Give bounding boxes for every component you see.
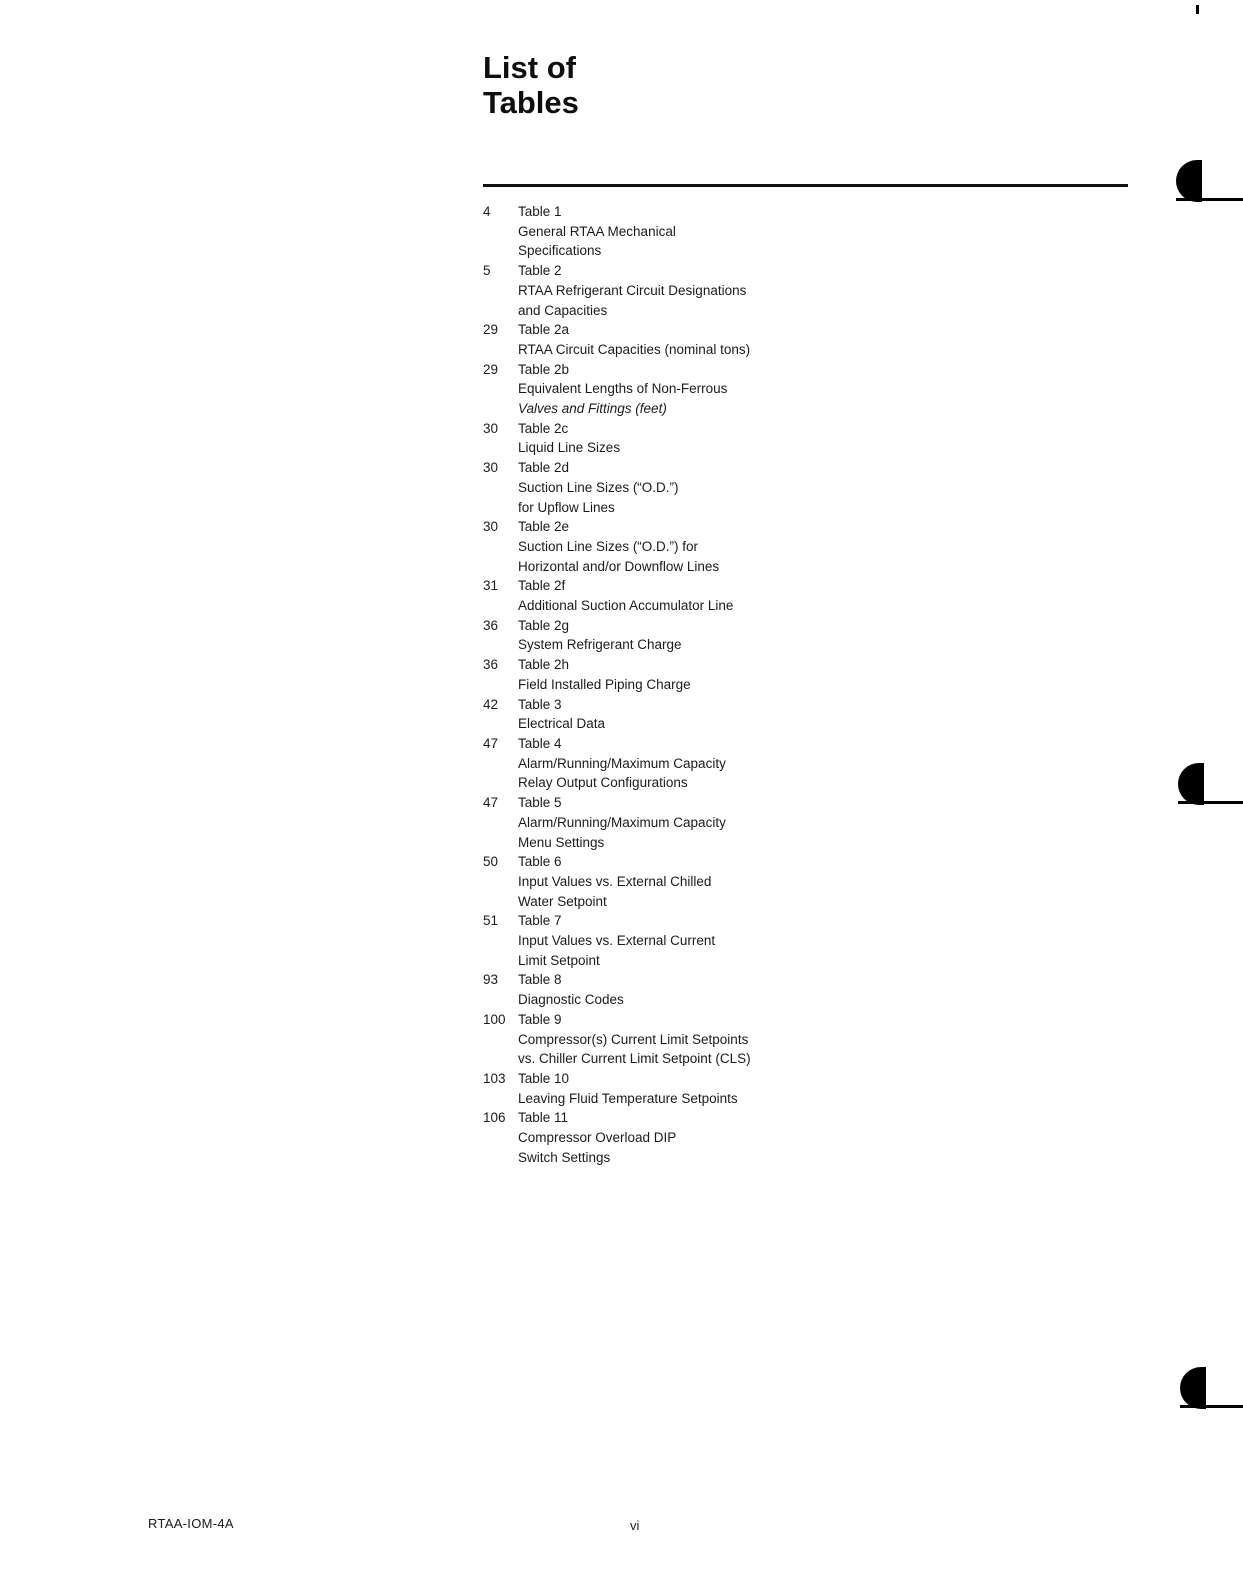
entry-page-number: 93: [483, 972, 499, 988]
entry-page-number: 30: [483, 420, 499, 436]
entry-page-number: 42: [483, 696, 499, 712]
footer-document-number: RTAA-IOM-4A: [148, 1516, 234, 1531]
entry-table-label: Table 4: [518, 735, 562, 751]
entry-page-number: 31: [483, 578, 499, 594]
entry-desc-line: Electrical Data: [518, 716, 606, 732]
entry-text: [518, 970, 1163, 1009]
entry-text: [518, 616, 1163, 655]
entry-desc-line: RTAA Circuit Capacities (nominal tons): [518, 341, 751, 357]
title-rule: [483, 184, 1128, 187]
binding-mark-line: [1178, 801, 1243, 804]
entry-table-label: Table 11: [518, 1110, 569, 1126]
entry-table-label: Table 2f: [518, 578, 566, 594]
entry-text: [518, 793, 1163, 852]
entry-desc-line: Compressor(s) Current Limit Setpoints: [518, 1031, 749, 1047]
table-of-tables-list: [483, 202, 1163, 1167]
entry-desc-line: System Refrigerant Charge: [518, 637, 682, 653]
entry-desc-line: Switch Settings: [518, 1149, 611, 1165]
entry-table-label: Table 2d: [518, 460, 570, 476]
entry-page-number: 36: [483, 657, 499, 673]
entry-desc-line: Field Installed Piping Charge: [518, 676, 691, 692]
entry-desc-line: General RTAA Mechanical: [518, 223, 676, 239]
entry-desc-line: and Capacities: [518, 302, 608, 318]
entry-table-label: Table 2: [518, 263, 562, 279]
entry-text: [518, 458, 1163, 517]
entry-page-number: 47: [483, 795, 499, 811]
entry-desc-line: Relay Output Configurations: [518, 775, 688, 791]
toc-entry: [483, 655, 1163, 694]
entry-page-number: 5: [483, 263, 491, 279]
toc-entry: [483, 320, 1163, 359]
entry-table-label: Table 8: [518, 972, 562, 988]
entry-desc-line: Specifications: [518, 243, 602, 259]
entry-desc-line: RTAA Refrigerant Circuit Designations: [518, 282, 747, 298]
toc-entry: [483, 695, 1163, 734]
entry-text: [518, 517, 1163, 576]
entry-table-label: Table 5: [518, 795, 562, 811]
toc-entry: [483, 1069, 1163, 1108]
entry-desc-line: Menu Settings: [518, 834, 605, 850]
entry-desc-line: Liquid Line Sizes: [518, 440, 621, 456]
entry-desc-line: Valves and Fittings (feet): [518, 401, 667, 417]
entry-desc-line: Additional Suction Accumulator Line: [518, 598, 734, 614]
scan-mark-icon: [1196, 5, 1199, 14]
entry-desc-line: for Upflow Lines: [518, 499, 615, 515]
entry-page-number: 106: [483, 1110, 506, 1126]
entry-table-label: Table 6: [518, 854, 562, 870]
entry-page-number: 29: [483, 361, 499, 377]
binding-mark-icon: [1176, 160, 1202, 202]
entry-page-number: 30: [483, 460, 499, 476]
entry-table-label: Table 2h: [518, 657, 570, 673]
entry-page-number: 36: [483, 617, 499, 633]
entry-desc-line: Equivalent Lengths of Non-Ferrous: [518, 381, 728, 397]
entry-page-number: 51: [483, 913, 499, 929]
entry-text: [518, 320, 1163, 359]
toc-entry: [483, 911, 1163, 970]
entry-page-number: 50: [483, 854, 499, 870]
entry-desc-line: Limit Setpoint: [518, 952, 600, 968]
page-title-line1: List of: [483, 50, 576, 85]
toc-entry: [483, 616, 1163, 655]
entry-page-number: 100: [483, 1011, 506, 1027]
toc-entry: [483, 793, 1163, 852]
entry-table-label: Table 3: [518, 696, 562, 712]
entry-table-label: Table 2b: [518, 361, 570, 377]
entry-text: [518, 360, 1163, 419]
entry-text: [518, 1010, 1163, 1069]
entry-text: [518, 734, 1163, 793]
entry-text: [518, 852, 1163, 911]
toc-entry: [483, 1010, 1163, 1069]
entry-text: [518, 419, 1163, 458]
entry-text: [518, 261, 1163, 320]
entry-desc-line: Suction Line Sizes (“O.D.”) for: [518, 538, 699, 554]
entry-desc-line: Input Values vs. External Current: [518, 933, 716, 949]
entry-table-label: Table 2a: [518, 322, 570, 338]
entry-page-number: 30: [483, 519, 499, 535]
binding-mark-line: [1180, 1405, 1243, 1408]
binding-mark-icon: [1178, 763, 1204, 805]
page-title: [483, 50, 579, 120]
toc-entry: [483, 360, 1163, 419]
entry-table-label: Table 2g: [518, 617, 570, 633]
toc-entry: [483, 576, 1163, 615]
entry-table-label: Table 1: [518, 204, 562, 219]
entry-desc-line: Water Setpoint: [518, 893, 607, 909]
entry-text: [518, 1069, 1163, 1108]
entry-desc-line: Alarm/Running/Maximum Capacity: [518, 755, 726, 771]
entry-desc-line: Suction Line Sizes (“O.D.”): [518, 479, 679, 495]
binding-mark-line: [1176, 198, 1243, 201]
entry-text: [518, 911, 1163, 970]
toc-entry: [483, 852, 1163, 911]
entry-text: [518, 576, 1163, 615]
entry-table-label: Table 2e: [518, 519, 570, 535]
entry-desc-line: vs. Chiller Current Limit Setpoint (CLS): [518, 1051, 751, 1067]
toc-entry: [483, 970, 1163, 1009]
entry-desc-line: Leaving Fluid Temperature Setpoints: [518, 1090, 738, 1106]
binding-mark-icon: [1180, 1367, 1206, 1409]
toc-entry: [483, 734, 1163, 793]
entry-text: [518, 1108, 1163, 1167]
entry-table-label: Table 7: [518, 913, 562, 929]
entry-text: [518, 202, 1163, 261]
entry-page-number: 47: [483, 735, 499, 751]
toc-entry: [483, 261, 1163, 320]
entry-desc-line: Compressor Overload DIP: [518, 1130, 677, 1146]
toc-entry: [483, 458, 1163, 517]
entry-desc-line: Horizontal and/or Downflow Lines: [518, 558, 720, 574]
entry-text: [518, 695, 1163, 734]
entry-table-label: Table 9: [518, 1011, 562, 1027]
entry-desc-line: Diagnostic Codes: [518, 992, 624, 1008]
toc-entry: [483, 1108, 1163, 1167]
entry-page-number: 4: [483, 204, 491, 219]
entry-table-label: Table 2c: [518, 420, 569, 436]
footer-page-number: vi: [630, 1518, 640, 1533]
entry-desc-line: Alarm/Running/Maximum Capacity: [518, 814, 726, 830]
toc-entry: [483, 419, 1163, 458]
page-title-line2: Tables: [483, 85, 579, 120]
entry-page-number: 103: [483, 1070, 506, 1086]
entry-text: [518, 655, 1163, 694]
entry-page-number: 29: [483, 322, 499, 338]
entry-desc-line: Input Values vs. External Chilled: [518, 873, 712, 889]
entry-table-label: Table 10: [518, 1070, 570, 1086]
toc-entry: [483, 202, 1163, 261]
toc-entry: [483, 517, 1163, 576]
